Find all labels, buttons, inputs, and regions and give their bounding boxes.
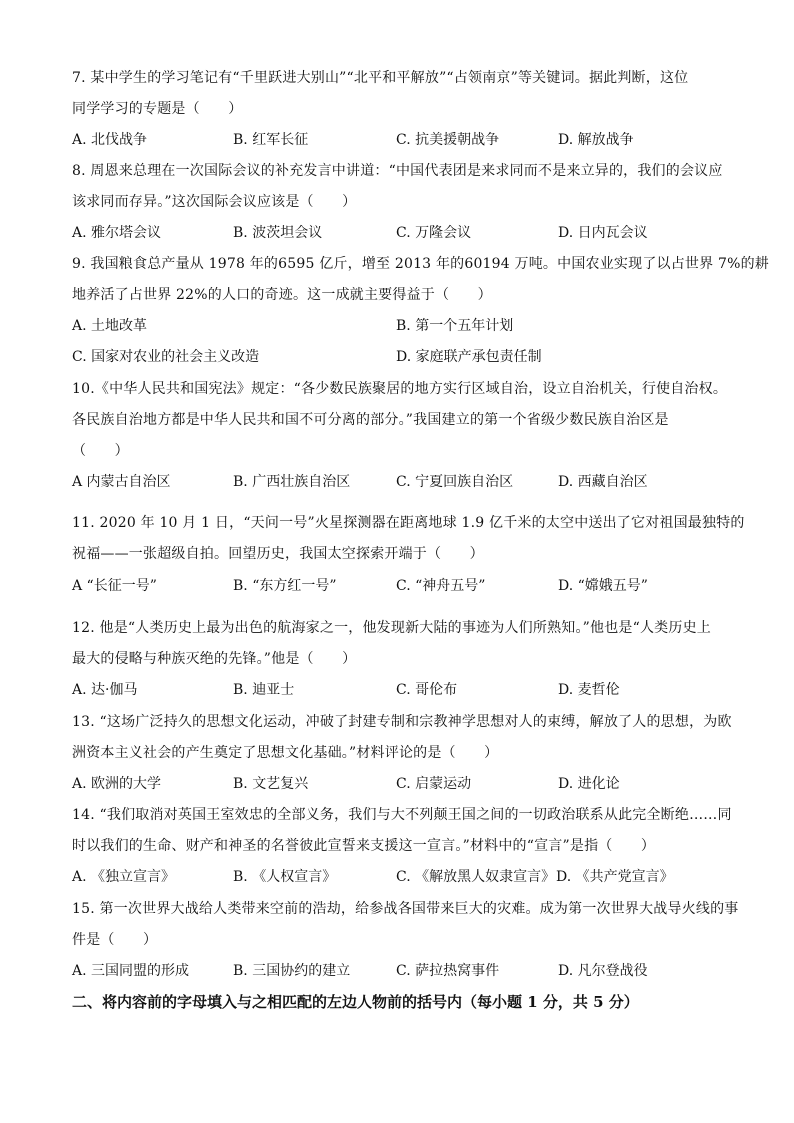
question-8-line-1: 8. 周恩来总理在一次国际会议的补充发言中讲道：“中国代表团是来求同而不是来立异的，我们的会议应	[72, 163, 723, 179]
question-13-option-d: D. 进化论	[558, 776, 620, 792]
question-8-line-2: 该求同而存异。”这次国际会议应该是（ ）	[72, 194, 357, 210]
question-12-option-a: A. 达·伽马	[72, 682, 138, 698]
question-10-option-b: B. 广西壮族自治区	[233, 474, 351, 490]
question-8-option-b: B. 波茨坦会议	[233, 225, 323, 241]
question-8-option-c: C. 万隆会议	[396, 225, 472, 241]
question-12-line-2: 最大的侵略与种族灭绝的先锋。”他是（ ）	[72, 651, 357, 667]
question-14-option-b: B. 《人权宣言》	[233, 869, 337, 885]
question-15-line-1: 15. 第一次世界大战给人类带来空前的浩劫，给参战各国带来巨大的灾难。成为第一次世界大战导火线的事	[72, 901, 739, 917]
question-15-option-d: D. 凡尔登战役	[558, 963, 648, 979]
question-7-option-d: D. 解放战争	[558, 132, 634, 148]
question-10-option-c: C. 宁夏回族自治区	[396, 474, 514, 490]
question-11-option-c: C. “神舟五号”	[396, 578, 486, 594]
question-7-option-b: B. 红军长征	[233, 132, 309, 148]
question-14-option-c: C. 《解放黑人奴隶宣言》	[396, 869, 556, 885]
question-11-option-d: D. “嫦娥五号”	[558, 578, 648, 594]
question-9-line-2: 地养活了占世界 22%的人口的奇迹。这一成就主要得益于（ ）	[72, 287, 492, 303]
question-15-option-c: C. 萨拉热窝事件	[396, 963, 500, 979]
question-11-option-b: B. “东方红一号”	[233, 578, 337, 594]
question-7-option-c: C. 抗美援朝战争	[396, 132, 500, 148]
question-12-line-1: 12. 他是“人类历史上最为出色的航海家之一，他发现新大陆的事迹为人们所熟知。”他也是“人类历史上	[72, 620, 711, 636]
question-14-line-2: 时以我们的生命、财产和神圣的名誉彼此宣誓来支援这一宣言。”材料中的“宣言”是指（ ）	[72, 838, 656, 854]
question-9-option-d: D. 家庭联产承包责任制	[396, 349, 542, 365]
question-11-line-2: 祝福——一张超级自拍。回望历史，我国太空探索开端于（ ）	[72, 546, 484, 562]
question-13-line-2: 洲资本主义社会的产生奠定了思想文化基础。”材料评论的是（ ）	[72, 745, 499, 761]
question-9-option-b: B. 第一个五年计划	[396, 318, 514, 334]
question-12-option-c: C. 哥伦布	[396, 682, 458, 698]
question-14-line-1: 14. “我们取消对英国王室效忠的全部义务，我们与大不列颠王国之间的一切政治联系从此完全断绝……同	[72, 807, 732, 823]
question-15-option-a: A. 三国同盟的形成	[72, 963, 190, 979]
question-10-option-a: A 内蒙古自治区	[72, 474, 171, 490]
question-14-option-d: D. 《共产党宣言》	[556, 869, 674, 885]
question-12-option-b: B. 迪亚士	[233, 682, 295, 698]
question-7-line-2: 同学学习的专题是（ ）	[72, 101, 243, 117]
question-13-option-a: A. 欧洲的大学	[72, 776, 162, 792]
question-10-option-d: D. 西藏自治区	[558, 474, 648, 490]
question-11-line-1: 11. 2020 年 10 月 1 日，“天问一号”火星探测器在距离地球 1.9 亿千米的太空中送出了它对祖国最独特的	[72, 515, 745, 531]
question-8-option-d: D. 日内瓦会议	[558, 225, 648, 241]
question-10-line-2: 各民族自治地方都是中华人民共和国不可分离的部分。”我国建立的第一个省级少数民族自治区是	[72, 412, 669, 428]
question-14-option-a: A. 《独立宣言》	[72, 869, 176, 885]
question-8-option-a: A. 雅尔塔会议	[72, 225, 162, 241]
question-7-option-a: A. 北伐战争	[72, 132, 148, 148]
question-15-line-2: 件是（ ）	[72, 932, 158, 948]
question-13-option-c: C. 启蒙运动	[396, 776, 472, 792]
question-9-line-1: 9. 我国粮食总产量从 1978 年的6595 亿斤，增至 2013 年的60194 万吨。中国农业实现了以占世界 7%的耕	[72, 256, 769, 272]
question-15-option-b: B. 三国协约的建立	[233, 963, 351, 979]
question-7-line-1: 7. 某中学生的学习笔记有“千里跃进大别山”“北平和平解放”“占领南京”等关键词。据此判断，这位	[72, 70, 689, 86]
question-10-line-3: （ ）	[72, 443, 129, 459]
section-2-heading: 二、将内容前的字母填入与之相匹配的左边人物前的括号内（每小题 1 分，共 5 分）	[72, 993, 639, 1011]
question-12-option-d: D. 麦哲伦	[558, 682, 620, 698]
question-13-line-1: 13. “这场广泛持久的思想文化运动，冲破了封建专制和宗教神学思想对人的束缚，解放了人的思想，为欧	[72, 714, 732, 730]
question-9-option-a: A. 土地改革	[72, 318, 148, 334]
question-13-option-b: B. 文艺复兴	[233, 776, 309, 792]
question-11-option-a: A “长征一号”	[72, 578, 157, 594]
question-10-line-1: 10.《中华人民共和国宪法》规定：“各少数民族聚居的地方实行区域自治，设立自治机关，行使自治权。	[72, 381, 728, 397]
question-9-option-c: C. 国家对农业的社会主义改造	[72, 349, 260, 365]
